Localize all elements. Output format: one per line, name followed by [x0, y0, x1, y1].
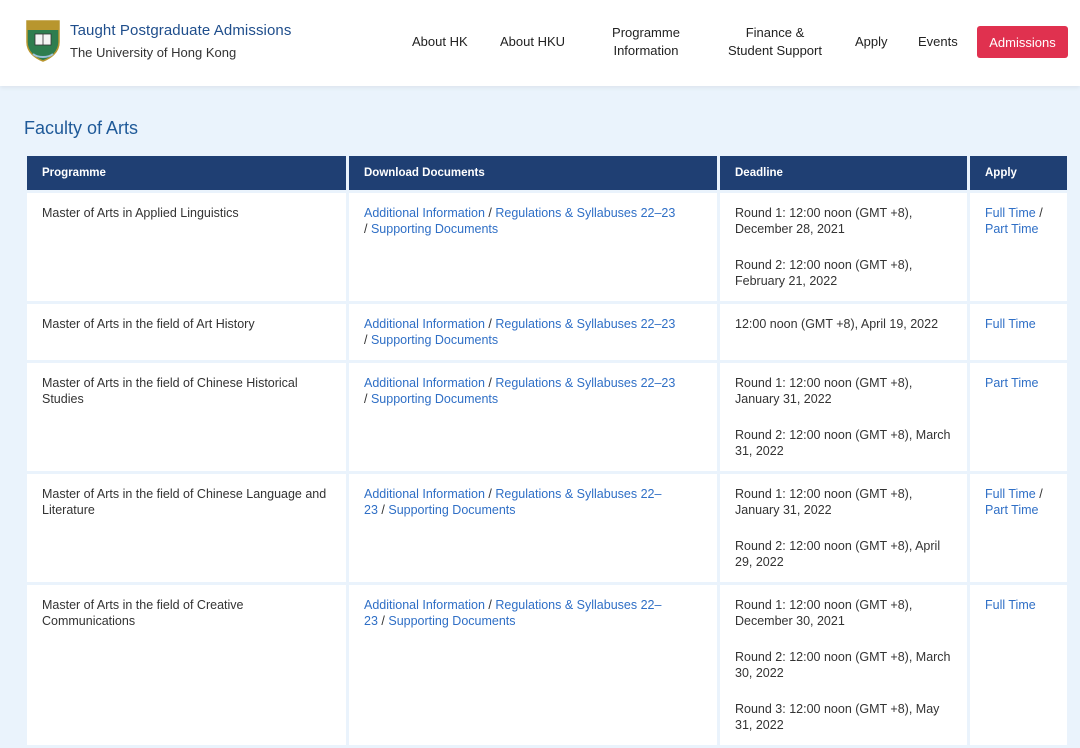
nav-apply[interactable]: Apply — [855, 34, 888, 49]
link-separator: / — [488, 598, 492, 612]
programme-name: Master of Arts in the field of Art History — [27, 304, 346, 360]
deadline-round: 12:00 noon (GMT +8), April 19, 2022 — [735, 317, 939, 331]
additional-information-link[interactable]: Additional Information — [364, 598, 485, 612]
nav-finance-line1: Finance & — [745, 25, 805, 40]
deadline-round: Round 2: 12:00 noon (GMT +8), February 21, 2022 — [735, 258, 913, 288]
nav-events[interactable]: Events — [918, 34, 958, 49]
faculty-title: Faculty of Arts — [24, 118, 139, 138]
table-row — [27, 363, 1067, 471]
link-separator: / — [1039, 487, 1043, 501]
programme-name: Master of Arts in the field of Chinese Historical Studies — [27, 363, 346, 471]
documents-cell — [349, 585, 717, 745]
regulations-link-continued[interactable]: 23 — [364, 503, 378, 517]
link-separator: / — [364, 392, 368, 406]
part-time-link[interactable]: Part Time — [985, 503, 1039, 517]
programme-table — [24, 153, 1070, 748]
part-time-link[interactable]: Part Time — [985, 376, 1039, 390]
supporting-documents-link[interactable]: Supporting Documents — [388, 503, 516, 517]
apply-cell — [970, 585, 1067, 745]
additional-information-link[interactable]: Additional Information — [364, 317, 485, 331]
admissions-button[interactable]: Admissions — [977, 26, 1068, 58]
nav-programme-information[interactable] — [606, 24, 686, 60]
header-download-documents: Download Documents — [349, 156, 717, 190]
table-row — [27, 474, 1067, 582]
documents-cell — [349, 363, 717, 471]
deadline-cell — [720, 304, 967, 360]
deadline-cell — [720, 363, 967, 471]
additional-information-link[interactable]: Additional Information — [364, 206, 485, 220]
header-apply: Apply — [970, 156, 1067, 190]
documents-cell — [349, 304, 717, 360]
deadline-round: Round 1: 12:00 noon (GMT +8), December 30, 2021 — [735, 598, 913, 628]
apply-cell — [970, 304, 1067, 360]
table-row — [27, 304, 1067, 360]
deadline-round: Round 1: 12:00 noon (GMT +8), January 31, 2022 — [735, 487, 913, 517]
documents-cell — [349, 474, 717, 582]
link-separator: / — [488, 206, 492, 220]
regulations-link[interactable]: Regulations & Syllabuses 22–23 — [495, 317, 676, 331]
apply-cell — [970, 193, 1067, 301]
link-separator: / — [381, 614, 385, 628]
additional-information-link[interactable]: Additional Information — [364, 487, 485, 501]
deadline-round: Round 1: 12:00 noon (GMT +8), January 31, 2022 — [735, 376, 913, 406]
header-deadline: Deadline — [720, 156, 967, 190]
apply-cell — [970, 363, 1067, 471]
link-separator: / — [488, 487, 492, 501]
supporting-documents-link[interactable]: Supporting Documents — [370, 222, 499, 236]
documents-cell — [349, 193, 717, 301]
full-time-link[interactable]: Full Time — [985, 317, 1036, 331]
full-time-link[interactable]: Full Time — [985, 598, 1036, 612]
regulations-link[interactable]: Regulations & Syllabuses 22– — [495, 598, 662, 612]
part-time-link[interactable]: Part Time — [985, 222, 1039, 236]
link-separator: / — [488, 376, 492, 390]
full-time-link[interactable]: Full Time — [985, 487, 1036, 501]
brand-subtitle: The University of Hong Kong — [70, 45, 237, 60]
hku-crest-icon[interactable] — [24, 18, 62, 62]
deadline-round: Round 2: 12:00 noon (GMT +8), April 29, 2022 — [735, 539, 941, 569]
programme-name: Master of Arts in the field of Creative Communications — [27, 585, 346, 745]
table-header-row — [27, 156, 1067, 190]
nav-about-hku[interactable]: About HKU — [500, 34, 566, 49]
programme-name: Master of Arts in the field of Chinese Language and Literature — [27, 474, 346, 582]
regulations-link-continued[interactable]: 23 — [364, 614, 378, 628]
regulations-link[interactable]: Regulations & Syllabuses 22–23 — [495, 206, 676, 220]
nav-finance-line2: Student Support — [728, 43, 822, 58]
deadline-cell — [720, 193, 967, 301]
brand-title[interactable]: Taught Postgraduate Admissions — [70, 22, 292, 39]
supporting-documents-link[interactable]: Supporting Documents — [388, 614, 516, 628]
link-separator: / — [1039, 206, 1043, 220]
deadline-cell — [720, 585, 967, 745]
additional-information-link[interactable]: Additional Information — [364, 376, 485, 390]
link-separator: / — [364, 333, 368, 347]
supporting-documents-link[interactable]: Supporting Documents — [370, 333, 499, 347]
deadline-round: Round 3: 12:00 noon (GMT +8), May 31, 2022 — [735, 702, 940, 732]
nav-finance-student-support[interactable] — [722, 24, 828, 60]
header-programme: Programme — [27, 156, 346, 190]
full-time-link[interactable]: Full Time — [985, 206, 1036, 220]
link-separator: / — [381, 503, 385, 517]
deadline-round: Round 1: 12:00 noon (GMT +8), December 28, 2021 — [735, 206, 913, 236]
regulations-link[interactable]: Regulations & Syllabuses 22– — [495, 487, 662, 501]
table-row — [27, 585, 1067, 745]
nav-about-hk[interactable]: About HK — [412, 34, 468, 49]
table-row — [27, 193, 1067, 301]
deadline-round: Round 2: 12:00 noon (GMT +8), March 30, 2022 — [735, 650, 951, 680]
nav-programme-line2: Information — [613, 43, 679, 58]
nav-programme-line1: Programme — [612, 25, 680, 40]
link-separator: / — [488, 317, 492, 331]
link-separator: / — [364, 222, 368, 236]
supporting-documents-link[interactable]: Supporting Documents — [370, 392, 499, 406]
deadline-cell — [720, 474, 967, 582]
apply-cell — [970, 474, 1067, 582]
programme-name: Master of Arts in Applied Linguistics — [27, 193, 346, 301]
regulations-link[interactable]: Regulations & Syllabuses 22–23 — [495, 376, 676, 390]
deadline-round: Round 2: 12:00 noon (GMT +8), March 31, 2022 — [735, 428, 951, 458]
site-header — [0, 0, 1080, 86]
